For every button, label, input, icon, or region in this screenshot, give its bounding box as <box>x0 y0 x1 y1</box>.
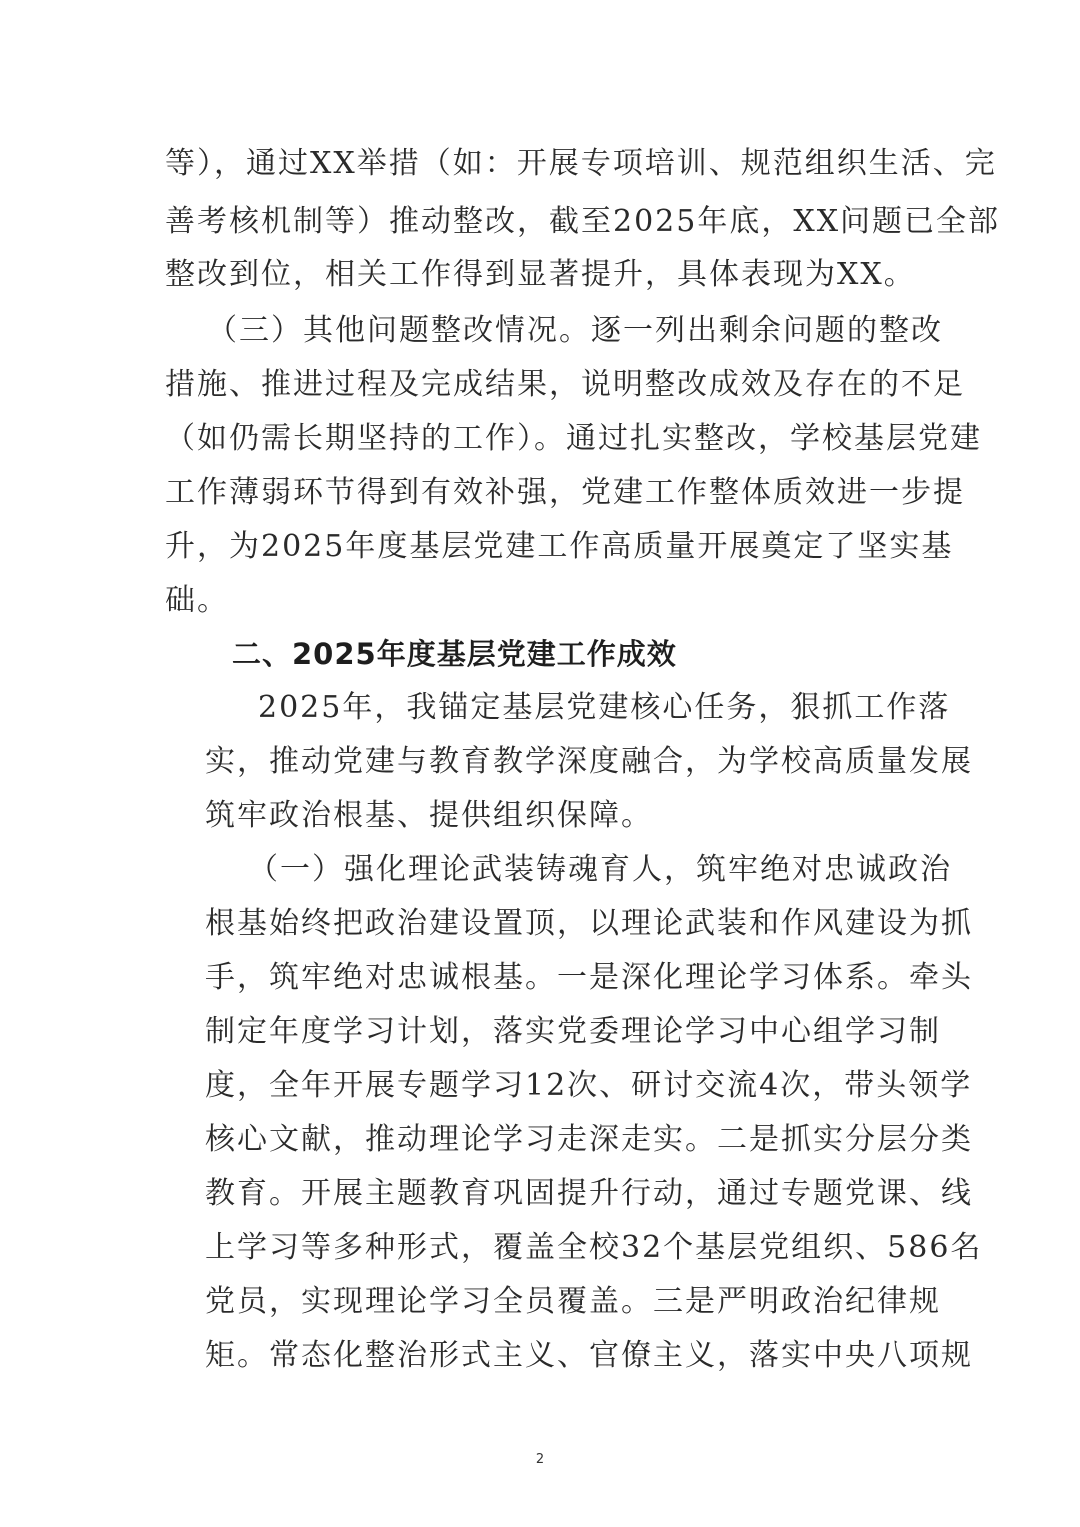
text-line: 教育。开展主题教育巩固提升行动，通过专题党课、线 <box>205 1176 973 1211</box>
text-line: 上学习等多种形式，覆盖全校32个基层党组织、586名 <box>205 1230 983 1265</box>
text-line: 矩。常态化整治形式主义、官僚主义，落实中央八项规 <box>205 1338 973 1373</box>
text-line: 筑牢政治根基、提供组织保障。 <box>205 798 653 833</box>
text-line: （一）强化理论武装铸魂育人，筑牢绝对忠诚政治 <box>248 852 952 887</box>
text-line: 等），通过XX举措（如：开展专项培训、规范组织生活、完 <box>165 146 997 181</box>
section-heading: 二、2025年度基层党建工作成效 <box>232 637 677 671</box>
text-line: 度，全年开展专题学习12次、研讨交流4次，带头领学 <box>205 1068 973 1103</box>
text-line: 核心文献，推动理论学习走深走实。二是抓实分层分类 <box>205 1122 973 1157</box>
text-line: 础。 <box>165 583 229 618</box>
text-line: 整改到位，相关工作得到显著提升，具体表现为XX。 <box>165 257 916 292</box>
text-line: 升，为2025年度基层党建工作高质量开展奠定了坚实基 <box>165 529 954 564</box>
text-line: 制定年度学习计划，落实党委理论学习中心组学习制 <box>205 1014 941 1049</box>
text-line: 措施、推进过程及完成结果，说明整改成效及存在的不足 <box>165 367 965 402</box>
text-line: 善考核机制等）推动整改，截至2025年底，XX问题已全部 <box>165 204 1001 239</box>
text-line: 根基始终把政治建设置顶，以理论武装和作风建设为抓 <box>205 906 973 941</box>
text-line: 工作薄弱环节得到有效补强，党建工作整体质效进一步提 <box>165 475 965 510</box>
text-line: （如仍需长期坚持的工作）。通过扎实整改，学校基层党建 <box>165 421 982 456</box>
text-line: （三）其他问题整改情况。逐一列出剩余问题的整改 <box>207 313 943 348</box>
text-line: 党员，实现理论学习全员覆盖。三是严明政治纪律规 <box>205 1284 941 1319</box>
text-line: 实，推动党建与教育教学深度融合，为学校高质量发展 <box>205 744 973 779</box>
page-number: 2 <box>535 1452 545 1467</box>
text-line: 手，筑牢绝对忠诚根基。一是深化理论学习体系。牵头 <box>205 960 973 995</box>
text-line: 2025年，我锚定基层党建核心任务，狠抓工作落 <box>258 690 951 725</box>
